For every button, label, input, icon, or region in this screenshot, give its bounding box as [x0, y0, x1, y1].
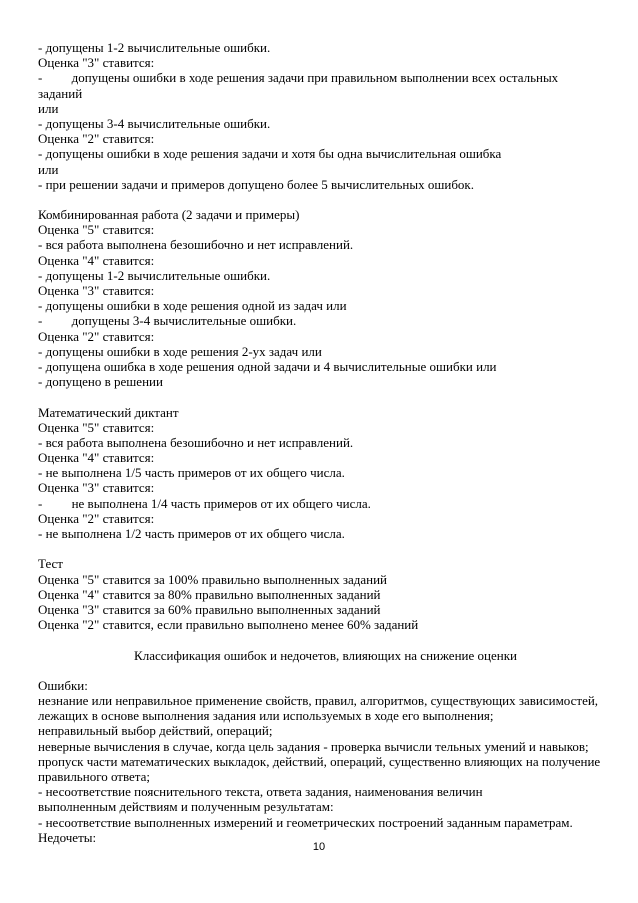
text-line: - несоответствие пояснительного текста, ответа задания, наименования величин — [38, 784, 483, 800]
text-line: Оценка "2" ставится: — [38, 131, 155, 147]
text-line: - допущены 1-2 вычислительные ошибки. — [38, 267, 271, 283]
text-line: Оценка "4" ставится: — [38, 450, 155, 466]
text-line: или — [38, 100, 59, 116]
text-line: Оценка "4" ставится за 80% правильно выполненных заданий — [38, 586, 381, 602]
text-line: - вся работа выполнена безошибочно и нет исправлений. — [38, 434, 354, 450]
page-number: 10 — [312, 841, 326, 853]
text-line: Оценка "5" ставится за 100% правильно выполненных заданий — [38, 571, 388, 587]
classification-heading: Классификация ошибок и недочетов, влияющих на снижение оценки — [134, 647, 517, 663]
blank-line — [38, 632, 613, 647]
text-line: - допущена ошибка в ходе решения одной задачи и 4 вычислительные ошибки или — [38, 358, 497, 374]
text-line: выполненным действиям и полученным результатам: — [38, 799, 334, 815]
text-line: - допущены ошибки в ходе решения одной из задач или — [38, 298, 347, 314]
blank-line — [38, 389, 613, 404]
text-line: Оценка "2" ставится, если правильно выполнено менее 60% заданий — [38, 617, 419, 633]
text-line: - вся работа выполнена безошибочно и нет исправлений. — [38, 237, 354, 253]
section-title: Математический диктант — [38, 404, 179, 420]
shortcomings-label: Недочеты: — [38, 829, 97, 845]
text-line: или — [38, 161, 59, 177]
text-line: Оценка "5" ставится: — [38, 419, 155, 435]
text-line: лежащих в основе выполнения задания или используемых в ходе его выполнения; — [38, 708, 494, 724]
text-line: Оценка "3" ставится: — [38, 55, 155, 71]
text-line: незнание или неправильное применение свойств, правил, алгоритмов, существующих зависимостей, — [38, 693, 599, 709]
text-line: Оценка "5" ставится: — [38, 222, 155, 238]
text-line: - допущены 3-4 вычислительные ошибки. — [38, 313, 297, 329]
text-line: - допущены ошибки в ходе решения задачи и хотя бы одна вычислительная ошибка — [38, 146, 502, 162]
text-line: - не выполнена 1/2 часть примеров от их общего числа. — [38, 526, 345, 541]
text-line: - не выполнена 1/4 часть примеров от их общего числа. — [38, 495, 371, 511]
text-line: - допущены ошибки в ходе решения задачи при правильном выполнении всех остальных — [38, 70, 559, 86]
text-line: пропуск части математических выкладок, действий, операций, существенно влияющих на получение — [38, 753, 601, 769]
text-line: заданий — [38, 85, 83, 101]
text-line: Оценка "3" ставится: — [38, 480, 155, 496]
text-line: - при решении задачи и примеров допущено более 5 вычислительных ошибок. — [38, 176, 475, 192]
text-line: Оценка "4" ставится: — [38, 252, 155, 268]
text-line: Оценка "2" ставится: — [38, 510, 155, 526]
blank-line — [38, 663, 613, 678]
blank-line — [38, 192, 613, 207]
text-line: Оценка "3" ставится за 60% правильно выполненных заданий — [38, 601, 381, 617]
text-line: - не выполнена 1/5 часть примеров от их общего числа. — [38, 465, 345, 481]
text-line: Оценка "3" ставится: — [38, 283, 155, 298]
text-line: неправильный выбор действий, операций; — [38, 723, 273, 739]
text-line: - допущены ошибки в ходе решения 2-ух задач или — [38, 343, 322, 359]
text-line: неверные вычисления в случае, когда цель задания - проверка вычисли тельных умений и навыков; — [38, 738, 589, 754]
text-line: Оценка "2" ставится: — [38, 328, 155, 344]
text-line: - допущены 1-2 вычислительные ошибки. — [38, 40, 271, 55]
text-line: - допущены 3-4 вычислительные ошибки. — [38, 115, 271, 131]
blank-line — [38, 541, 613, 556]
document-body — [38, 40, 613, 845]
text-line: - допущено в решении — [38, 374, 163, 390]
section-title: Тест — [38, 556, 63, 572]
text-line: - несоответствие выполненных измерений и геометрических построений заданным параметрам. — [38, 814, 573, 830]
section-title: Комбинированная работа (2 задачи и примеры) — [38, 207, 300, 223]
errors-label: Ошибки: — [38, 677, 88, 693]
text-line: правильного ответа; — [38, 769, 151, 784]
